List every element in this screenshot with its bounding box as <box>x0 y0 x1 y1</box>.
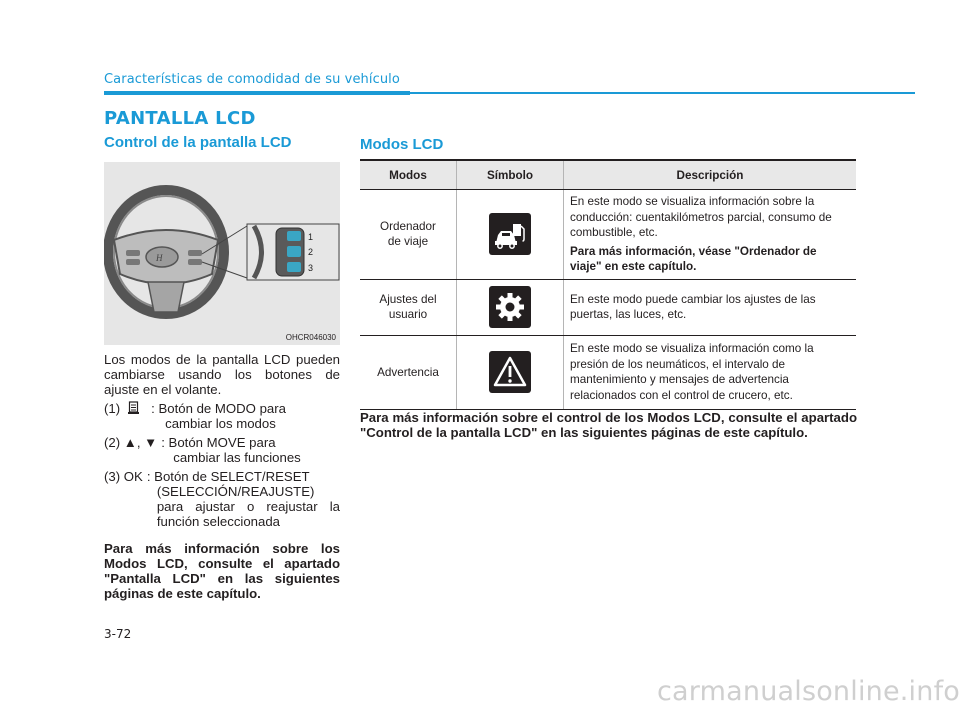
table-row <box>360 279 856 335</box>
list-item-ok-button <box>104 469 340 529</box>
description-bold-text: Para más información, véase "Ordenador de viaje" en este capítulo. <box>570 244 817 273</box>
header-modes: Modos <box>360 160 457 190</box>
steering-wheel-illustration <box>104 162 340 345</box>
mode-cell <box>360 335 457 409</box>
item-desc-line2: cambiar las funciones <box>173 450 301 465</box>
item-number: (1) <box>104 401 121 416</box>
symbol-cell <box>457 335 564 409</box>
item-desc-line1: : Botón MOVE para <box>161 435 276 450</box>
header-symbol: Símbolo <box>457 160 564 190</box>
description-text: En este modo puede cambiar los ajustes de las puertas, las luces, etc. <box>570 292 816 321</box>
page-title: PANTALLA LCD <box>104 108 256 129</box>
item-number: (3) OK <box>104 469 143 484</box>
figure-code: OHCR046030 <box>285 333 336 342</box>
mode-icon <box>128 401 139 414</box>
svg-text:1: 1 <box>308 232 314 242</box>
symbol-cell <box>457 279 564 335</box>
watermark: carmanualsonline.info <box>657 676 960 707</box>
warning-icon <box>489 351 531 393</box>
mode-name: Ajustes del usuario <box>379 293 437 321</box>
mode-name: Advertencia <box>377 365 439 379</box>
description-cell <box>564 279 857 335</box>
left-note: Para más información sobre los Modos LCD, consulte el apartado "Pantalla LCD" en las siguientes páginas de este capítulo. <box>104 541 340 601</box>
item-desc-line1: : Botón de SELECT/RESET <box>146 469 310 484</box>
symbol-cell <box>457 190 564 280</box>
item-desc-line2: (SELECCIÓN/REAJUSTE) para ajustar o reajustar la función seleccionada <box>156 484 340 529</box>
list-item-move-button <box>104 435 340 465</box>
left-body <box>104 352 340 601</box>
item-number: (2) ▲, ▼ <box>104 435 158 450</box>
section-header: Características de comodidad de su vehículo <box>104 72 400 87</box>
list-item-mode-button <box>104 401 340 431</box>
table-header-row <box>360 160 856 190</box>
gear-icon <box>489 286 531 328</box>
svg-text:H: H <box>156 253 163 263</box>
svg-text:3: 3 <box>308 263 314 273</box>
description-cell <box>564 335 857 409</box>
trip-computer-icon <box>489 213 531 255</box>
item-desc-line1: : Botón de MODO para <box>151 401 286 416</box>
description-text: En este modo se visualiza información sobre la conducción: cuentakilómetros parcial, consumo de combustible, etc. <box>570 195 832 239</box>
description-cell <box>564 190 857 280</box>
mode-cell <box>360 190 457 280</box>
item-desc-line2: cambiar los modos <box>165 416 276 431</box>
description-text: En este modo se visualiza información como la presión de los neumáticos, el intervalo de mantenimiento y mensajes de advertencia relacionados con el control de crucero, etc. <box>570 342 814 402</box>
left-subtitle: Control de la pantalla LCD <box>104 134 292 151</box>
table-row <box>360 335 856 409</box>
page-number: 3-72 <box>104 627 132 641</box>
steering-wheel-figure <box>104 162 340 345</box>
intro-paragraph: Los modos de la pantalla LCD pueden cambiarse usando los botones de ajuste en el volante. <box>104 352 340 397</box>
svg-text:2: 2 <box>308 247 314 257</box>
header-rule-thick <box>104 91 410 95</box>
table-row <box>360 190 856 280</box>
header-rule-thin <box>410 92 915 94</box>
mode-cell <box>360 279 457 335</box>
mode-name: Ordenador de viaje <box>380 220 436 249</box>
right-note: Para más información sobre el control de los Modos LCD, consulte el apartado "Control de la pantalla LCD" en las siguientes páginas de este capítulo. <box>360 410 857 440</box>
header-description: Descripción <box>564 160 857 190</box>
lcd-modes-table <box>360 159 856 410</box>
right-subtitle: Modos LCD <box>360 136 444 153</box>
